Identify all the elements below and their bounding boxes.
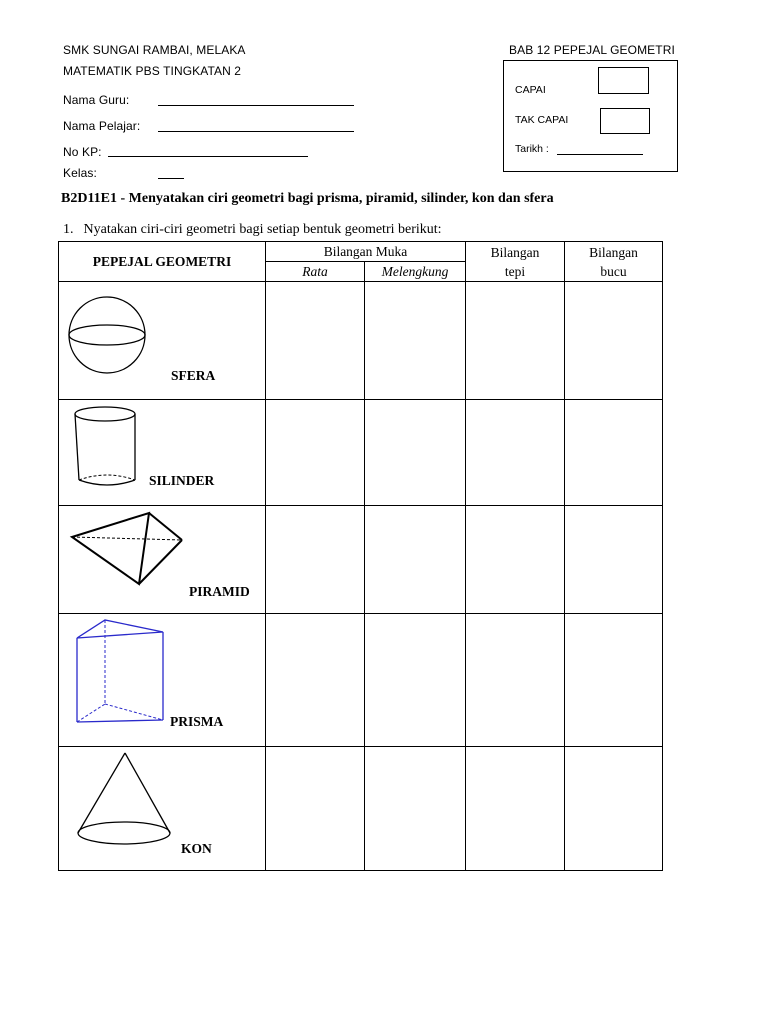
prism-icon <box>73 616 173 728</box>
flat-faces-cell[interactable] <box>266 400 365 506</box>
vertices-cell[interactable] <box>565 614 663 747</box>
table-row <box>59 400 663 506</box>
shape-name: PIRAMID <box>189 584 250 599</box>
shape-cell-prism <box>59 614 266 747</box>
header-curved: Melengkung <box>365 262 466 282</box>
pyramid-icon <box>69 510 189 590</box>
question <box>63 222 442 238</box>
vertices-cell[interactable] <box>565 506 663 614</box>
not-achieved-label: TAK CAPAI <box>515 114 569 126</box>
assessment-status-box <box>503 60 678 172</box>
header-edges-line2: tepi <box>504 263 526 279</box>
student-name-field[interactable] <box>158 131 354 132</box>
edges-cell[interactable] <box>466 400 565 506</box>
student-label: Nama Pelajar: <box>63 119 141 133</box>
question-number: 1. <box>63 222 74 237</box>
header-faces: Bilangan Muka <box>266 242 466 262</box>
vertices-cell[interactable] <box>565 282 663 400</box>
vertices-cell[interactable] <box>565 400 663 506</box>
teacher-label: Nama Guru: <box>63 93 130 107</box>
header-edges <box>466 242 565 282</box>
table-row <box>59 747 663 871</box>
question-text: Nyatakan ciri-ciri geometri bagi setiap bentuk geometri berikut: <box>83 222 442 237</box>
date-label: Tarikh : <box>515 143 549 155</box>
not-achieved-checkbox[interactable] <box>600 108 650 134</box>
vertices-cell[interactable] <box>565 747 663 871</box>
objective-text: - Menyatakan ciri geometri bagi prisma, piramid, silinder, kon dan sfera <box>117 191 554 206</box>
ic-number-field[interactable] <box>108 156 308 157</box>
date-field[interactable] <box>557 154 643 155</box>
shape-name: SILINDER <box>149 473 215 488</box>
flat-faces-cell[interactable] <box>266 506 365 614</box>
shape-cell-cylinder <box>59 400 266 506</box>
header-vertices <box>565 242 663 282</box>
shape-cell-sphere <box>59 282 266 400</box>
curved-faces-cell[interactable] <box>365 747 466 871</box>
flat-faces-cell[interactable] <box>266 747 365 871</box>
cylinder-icon <box>67 402 147 492</box>
table-row <box>59 614 663 747</box>
edges-cell[interactable] <box>466 614 565 747</box>
shape-cell-cone <box>59 747 266 871</box>
header-edges-line1: Bilangan <box>490 244 540 260</box>
edges-cell[interactable] <box>466 747 565 871</box>
teacher-name-field[interactable] <box>158 105 354 106</box>
curved-faces-cell[interactable] <box>365 506 466 614</box>
shape-name: SFERA <box>171 368 216 383</box>
curved-faces-cell[interactable] <box>365 614 466 747</box>
achieved-checkbox[interactable] <box>598 67 649 94</box>
sphere-icon <box>69 290 149 386</box>
achieved-label: CAPAI <box>515 84 546 96</box>
shape-name: KON <box>181 841 212 856</box>
flat-faces-cell[interactable] <box>266 614 365 747</box>
chapter-title: BAB 12 PEPEJAL GEOMETRI <box>509 43 675 57</box>
class-label: Kelas: <box>63 166 97 180</box>
flat-faces-cell[interactable] <box>266 282 365 400</box>
edges-cell[interactable] <box>466 506 565 614</box>
school-name: SMK SUNGAI RAMBAI, MELAKA <box>63 43 246 57</box>
geometry-table <box>58 241 663 871</box>
table-row <box>59 506 663 614</box>
table-row <box>59 282 663 400</box>
header-solid: PEPEJAL GEOMETRI <box>59 242 266 282</box>
shape-cell-pyramid <box>59 506 266 614</box>
class-field[interactable] <box>158 178 184 179</box>
edges-cell[interactable] <box>466 282 565 400</box>
shape-name: PRISMA <box>170 714 224 729</box>
header-flat: Rata <box>266 262 365 282</box>
ic-label: No KP: <box>63 145 102 159</box>
cone-icon <box>75 751 175 851</box>
header-vertices-line1: Bilangan <box>589 244 638 260</box>
curved-faces-cell[interactable] <box>365 400 466 506</box>
curved-faces-cell[interactable] <box>365 282 466 400</box>
header-vertices-line2: bucu <box>600 263 627 279</box>
objective-code: B2D11E1 <box>61 191 118 206</box>
subject-name: MATEMATIK PBS TINGKATAN 2 <box>63 64 242 78</box>
objective <box>61 191 554 207</box>
